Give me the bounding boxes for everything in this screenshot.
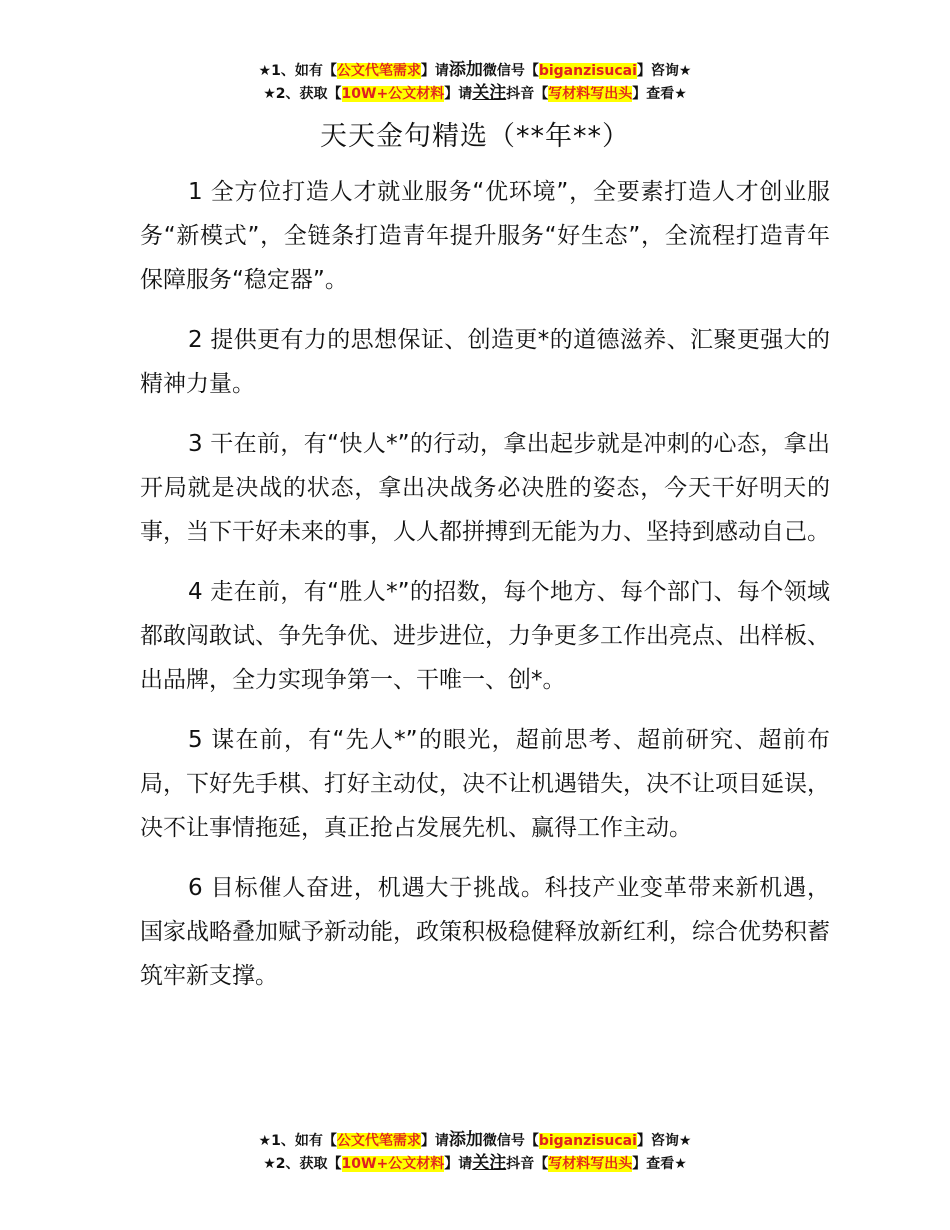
star-icon: ★ [263,1156,276,1172]
star-icon: ★ [263,86,276,102]
banner-highlight: 写材料写出头 [548,1156,633,1172]
banner-line-2 [0,82,950,105]
banner-text: 2、获取【 [275,1156,342,1172]
banner-highlight: 10W+公文材料 [341,86,445,102]
paragraph: 6 目标催人奋进，机遇大于挑战。科技产业变革带来新机遇，国家战略叠加赋予新动能，政策积极稳健释放新红利，综合优势积蓄筑牢新支撑。 [140,875,830,989]
star-icon: ★ [258,1133,272,1149]
banner-text: 】请 [444,86,473,102]
banner-line-1 [0,59,950,82]
banner-highlight: 公文代笔需求 [336,63,421,79]
banner-text: 微信号【 [482,1133,539,1149]
banner-emphasis: 添加 [448,60,483,80]
banner-text: 】请 [420,1133,449,1149]
paragraph: 3 干在前，有“快人*”的行动，拿出起步就是冲刺的心态，拿出开局就是决战的状态，拿出决战务必决胜的姿态，今天干好明天的事，当下干好未来的事，人人都拼搏到无能为力、坚持到感动自己。 [140,431,830,545]
page-title: 天天金句精选（**年**） [320,121,630,152]
paragraph: 4 走在前，有“胜人*”的招数，每个地方、每个部门、每个领域都敢闯敢试、争先争优、进步进位，力争更多工作出亮点、出样板、出品牌，全力实现争第一、干唯一、创*。 [140,579,830,693]
banner-text: 微信号【 [482,63,539,79]
banner-text: 1、如有【 [271,63,337,79]
star-icon: ★ [678,63,692,79]
banner-highlight: 写材料写出头 [548,86,633,102]
banner-highlight: biganzisucai [538,1133,637,1149]
paragraph: 2 提供更有力的思想保证、创造更*的道德滋养、汇聚更强大的精神力量。 [140,327,830,397]
banner-text: 】请 [420,63,449,79]
footer-banner [0,1129,950,1175]
banner-text: 】请 [444,1156,473,1172]
banner-text: 抖音【 [506,86,549,102]
banner-line-1 [0,1129,950,1152]
star-icon: ★ [678,1133,692,1149]
banner-text: 】查看 [632,86,675,102]
banner-emphasis: 关注 [472,83,507,103]
banner-emphasis: 添加 [448,1130,483,1150]
paragraph: 1 全方位打造人才就业服务“优环境”，全要素打造人才创业服务“新模式”，全链条打造青年提升服务“好生态”，全流程打造青年保障服务“稳定器”。 [140,179,830,293]
banner-highlight: 公文代笔需求 [336,1133,421,1149]
banner-text: 2、获取【 [275,86,342,102]
banner-emphasis: 关注 [472,1153,507,1173]
star-icon: ★ [258,63,272,79]
banner-text: 抖音【 [506,1156,549,1172]
banner-text: 】查看 [632,1156,675,1172]
star-icon: ★ [674,86,687,102]
banner-text: 1、如有【 [271,1133,337,1149]
paragraph: 5 谋在前，有“先人*”的眼光，超前思考、超前研究、超前布局，下好先手棋、打好主动仗，决不让机遇错失，决不让项目延误，决不让事情拖延，真正抢占发展先机、赢得工作主动。 [140,727,830,841]
banner-text: 】咨询 [636,63,679,79]
banner-line-2 [0,1152,950,1175]
star-icon: ★ [674,1156,687,1172]
header-banner [0,59,950,105]
banner-highlight: 10W+公文材料 [341,1156,445,1172]
banner-highlight: biganzisucai [538,63,637,79]
banner-text: 】咨询 [636,1133,679,1149]
document-body [140,170,830,1014]
